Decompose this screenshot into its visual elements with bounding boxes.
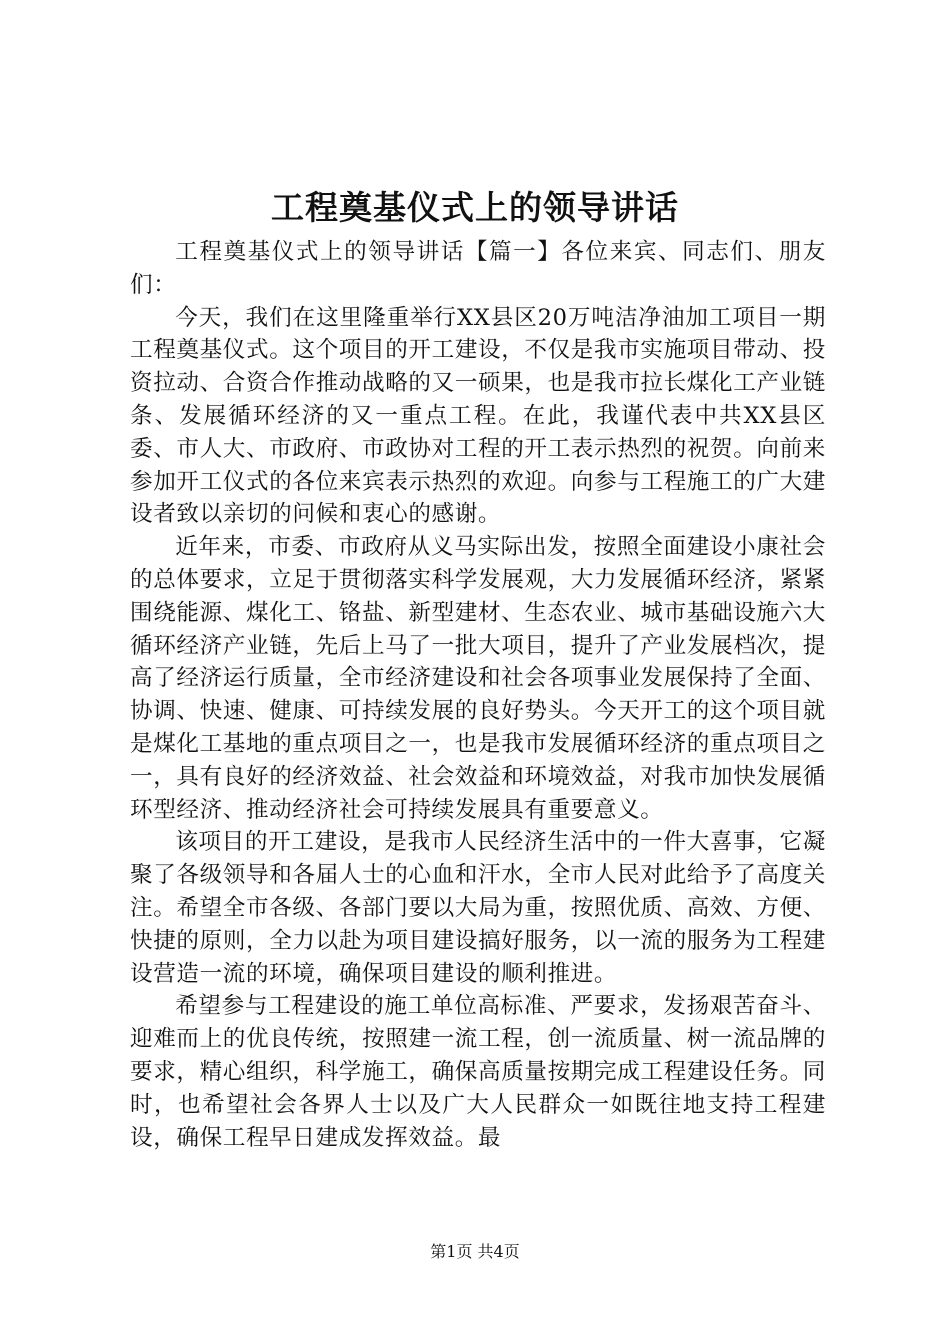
paragraph-3: 近年来，市委、市政府从义马实际出发，按照全面建设小康社会的总体要求，立足于贯彻落实科学发展观，大力发展循环经济，紧紧围绕能源、煤化工、铬盐、新型建材、生态农业、城市基础设施六大循环经济产业链，先后上马了一批大项目，提升了产业发展档次，提高了经济运行质量，全市经济建设和社会各项事业发展保持了全面、协调、快速、健康、可持续发展的良好势头。今天开工的这个项目就是煤化工基地的重点项目之一，也是我市发展循环经济的重点项目之一，具有良好的经济效益、社会效益和环境效益，对我市加快发展循环型经济、推动经济社会可持续发展具有重要意义。 — [130, 534, 826, 823]
paragraph-1: 工程奠基仪式上的领导讲话【篇一】各位来宾、同志们、朋友们： — [130, 239, 826, 298]
document-body — [130, 236, 826, 1154]
paragraph-4: 该项目的开工建设，是我市人民经济生活中的一件大喜事，它凝聚了各级领导和各届人士的心血和汗水，全市人民对此给予了高度关注。希望全市各级、各部门要以大局为重，按照优质、高效、方便、快捷的原则，全力以赴为项目建设搞好服务，以一流的服务为工程建设营造一流的环境，确保项目建设的顺利推进。 — [130, 829, 826, 987]
paragraph-5: 希望参与工程建设的施工单位高标准、严要求，发扬艰苦奋斗、迎难而上的优良传统，按照建一流工程，创一流质量、树一流品牌的要求，精心组织，科学施工，确保高质量按期完成工程建设任务。同时，也希望社会各界人士以及广大人民群众一如既往地支持工程建设，确保工程早日建成发挥效益。最 — [130, 993, 826, 1151]
page-number-footer: 第1页 共4页 — [430, 1242, 520, 1261]
document-title: 工程奠基仪式上的领导讲话 — [271, 188, 679, 227]
paragraph-2: 今天，我们在这里隆重举行XX县区20万吨洁净油加工项目一期工程奠基仪式。这个项目的开工建设，不仅是我市实施项目带动、投资拉动、合资合作推动战略的又一硕果，也是我市拉长煤化工产业链条、发展循环经济的又一重点工程。在此，我谨代表中共XX县区委、市人大、市政府、市政协对工程的开工表示热烈的祝贺。向前来参加开工仪式的各位来宾表示热烈的欢迎。向参与工程施工的广大建设者致以亲切的问候和衷心的感谢。 — [130, 304, 826, 528]
